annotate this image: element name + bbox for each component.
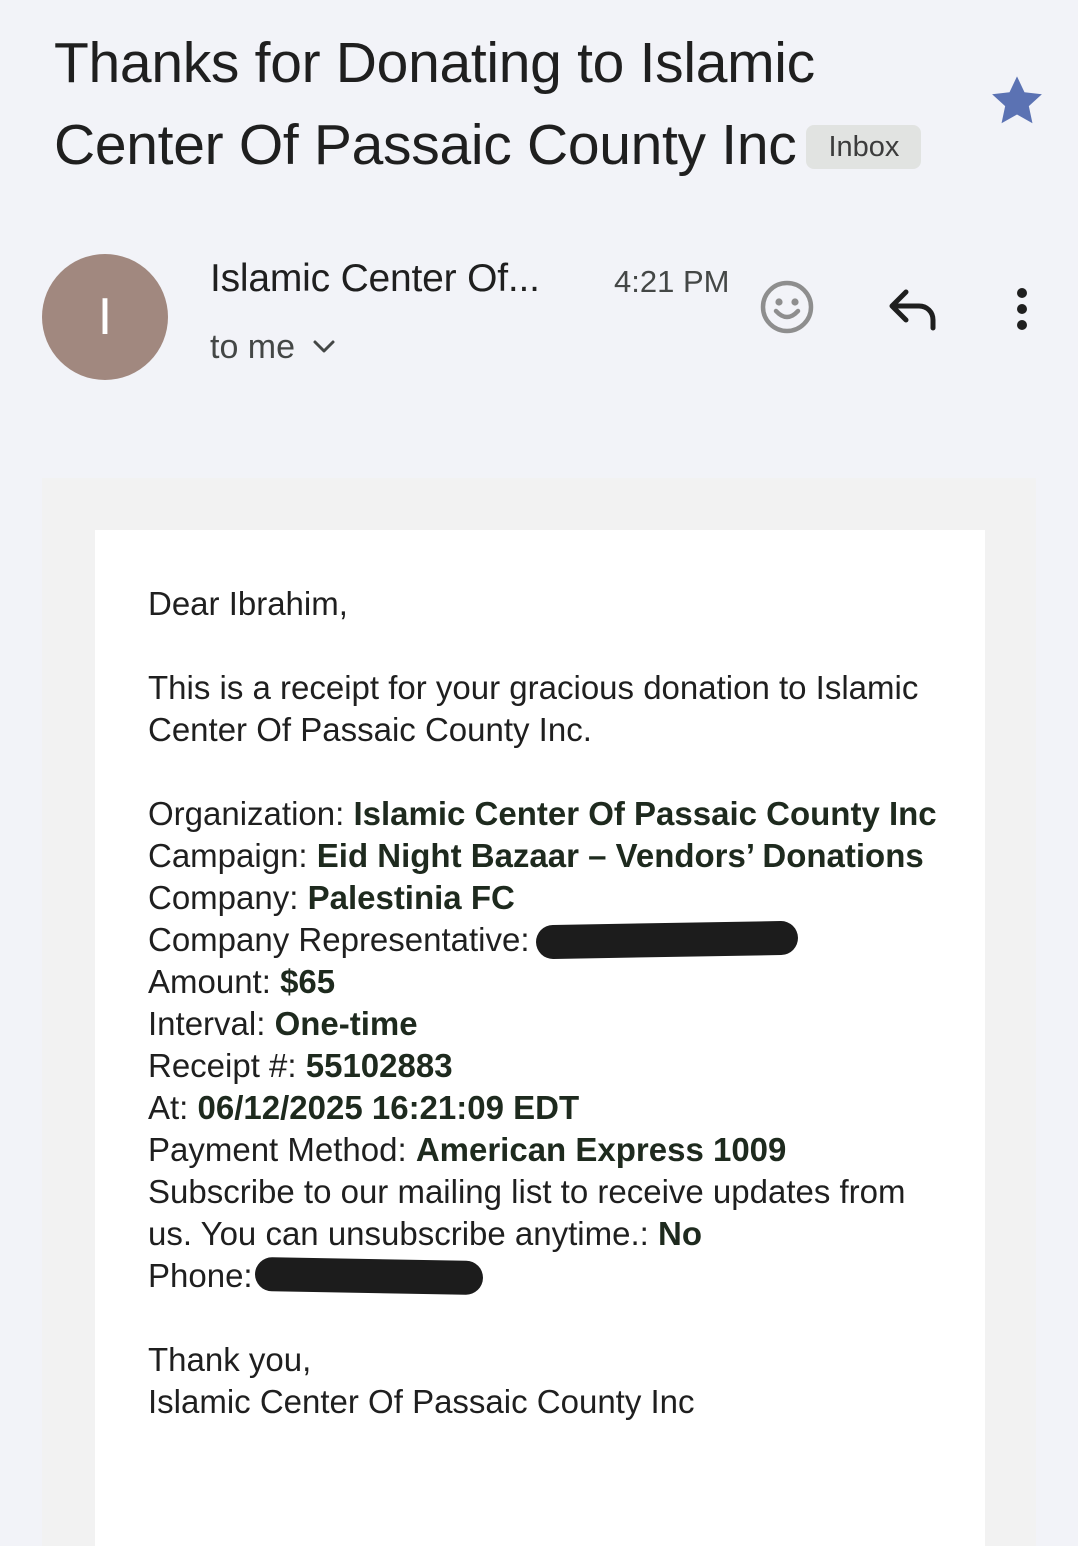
payment-label: Payment Method:: [148, 1131, 416, 1168]
signature-text: Islamic Center Of Passaic County Inc: [148, 1383, 695, 1420]
subject-text: Thanks for Donating to Islamic Center Of Passaic County Inc: [54, 31, 815, 177]
representative-row: [148, 919, 948, 961]
interval-value: One-time: [274, 1005, 418, 1042]
redacted-phone: [254, 1257, 483, 1295]
company-value: Palestinia FC: [307, 879, 515, 916]
payment-row: [148, 1129, 948, 1171]
phone-label: Phone:: [148, 1257, 253, 1294]
emoji-reaction-icon: [758, 278, 816, 336]
campaign-value: Eid Night Bazaar – Vendors’ Donations: [316, 837, 924, 874]
timestamp-row: [148, 1087, 948, 1129]
organization-value: Islamic Center Of Passaic County Inc: [353, 795, 937, 832]
intro-text: This is a receipt for your gracious donation to Islamic Center Of Passaic County Inc.: [148, 669, 919, 748]
add-reaction-button[interactable]: [756, 276, 818, 338]
amount-row: [148, 961, 948, 1003]
subscribe-row: [148, 1171, 948, 1255]
subscribe-label: Subscribe to our mailing list to receive updates from us. You can unsubscribe anytime.:: [148, 1173, 906, 1252]
amount-value: $65: [280, 963, 336, 1000]
representative-label: Company Representative:: [148, 921, 530, 958]
company-label: Company:: [148, 879, 308, 916]
timestamp-label: At:: [148, 1089, 198, 1126]
closing-text: Thank you,: [148, 1341, 312, 1378]
receipt-value: 55102883: [305, 1047, 453, 1084]
email-body: [148, 583, 948, 1423]
sender-name[interactable]: Islamic Center Of...: [210, 257, 540, 300]
interval-label: Interval:: [148, 1005, 275, 1042]
greeting: Dear Ibrahim,: [148, 585, 348, 622]
inbox-label-chip[interactable]: Inbox: [806, 125, 921, 169]
redacted-representative: [535, 921, 798, 960]
reply-button[interactable]: [882, 278, 944, 340]
receipt-row: [148, 1045, 948, 1087]
recipient-details-toggle[interactable]: [210, 326, 337, 368]
company-row: [148, 877, 948, 919]
more-options-button[interactable]: [1000, 278, 1044, 340]
payment-value: American Express 1009: [415, 1131, 787, 1168]
timestamp-value: 06/12/2025 16:21:09 EDT: [197, 1089, 580, 1126]
receipt-label: Receipt #:: [148, 1047, 306, 1084]
campaign-label: Campaign:: [148, 837, 317, 874]
chevron-down-icon: [311, 338, 337, 356]
recipient-text: to me: [210, 328, 296, 366]
email-subject: [54, 22, 964, 186]
sender-avatar[interactable]: I: [42, 254, 168, 380]
organization-row: [148, 793, 948, 835]
star-button[interactable]: [988, 72, 1046, 130]
amount-label: Amount:: [148, 963, 281, 1000]
reply-icon: [886, 286, 940, 332]
interval-row: [148, 1003, 948, 1045]
more-vert-icon: [1014, 285, 1030, 333]
organization-label: Organization:: [148, 795, 354, 832]
email-time: 4:21 PM: [614, 264, 730, 299]
phone-row: [148, 1255, 948, 1297]
campaign-row: [148, 835, 948, 877]
star-icon: [988, 72, 1046, 130]
subscribe-value: No: [658, 1215, 702, 1252]
